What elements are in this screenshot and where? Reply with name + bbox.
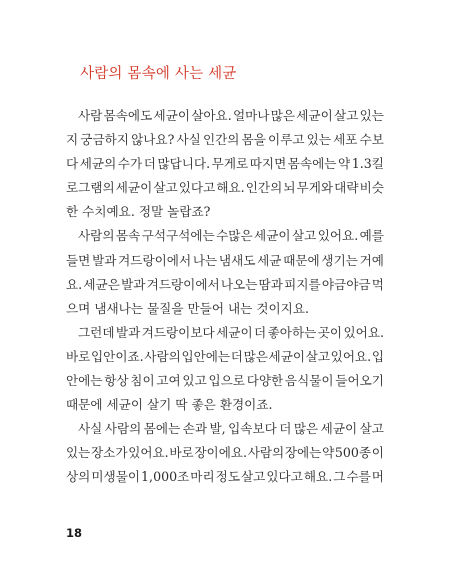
word: 정도 <box>215 469 240 485</box>
word: 약 <box>322 445 335 461</box>
text-line <box>66 345 384 369</box>
word: 고여 <box>156 373 181 389</box>
word: 있고 <box>182 373 207 389</box>
word: 많답니다. <box>157 156 211 172</box>
word: 있어요. <box>330 348 372 364</box>
word: 궁금하지 <box>80 132 129 148</box>
word: 머 <box>371 469 384 485</box>
word: 입으로 <box>208 373 245 389</box>
word: 있는 <box>66 445 91 461</box>
page-number: 18 <box>66 526 83 540</box>
word: 안에는 <box>66 373 103 389</box>
text-line <box>66 152 384 176</box>
word: 지 <box>66 132 79 148</box>
word: 피지를 <box>284 276 321 292</box>
word: 있는 <box>306 132 331 148</box>
word: 있는 <box>359 108 384 123</box>
word: 1,000조 <box>141 469 190 485</box>
word: 세균의 <box>79 156 117 172</box>
text-line <box>66 417 384 441</box>
section-title: 사람의 몸속에 사는 세균 <box>80 66 237 82</box>
word: 생기는 <box>321 252 358 268</box>
word: 더 <box>254 324 267 340</box>
word: 야금야금 <box>321 276 371 292</box>
word: 바로 <box>169 445 194 461</box>
word: 세균이 <box>153 108 190 123</box>
word: 사람의 <box>78 228 115 244</box>
word: 몸속 <box>115 228 141 244</box>
word: 들면 <box>66 252 91 268</box>
word: 입 <box>371 348 384 364</box>
word: 세균이 <box>216 324 253 340</box>
word: 더 <box>143 156 156 172</box>
word: 다양한 <box>246 373 284 389</box>
word: 로그램의 <box>66 180 115 196</box>
word: 세균 <box>257 252 282 268</box>
word: 대략 <box>334 180 359 196</box>
word: 몸에는 <box>143 421 181 437</box>
word: 거예 <box>359 252 384 268</box>
word: 겨드랑이에서 <box>146 276 220 292</box>
word: 때문에 <box>283 252 320 268</box>
word: 사람의 <box>247 445 285 461</box>
text-line <box>66 249 384 273</box>
word: 세포 <box>333 132 358 148</box>
word: 먹 <box>371 276 384 292</box>
word: 세균이 <box>320 421 358 437</box>
word: 항상 <box>104 373 129 389</box>
word: 바로 <box>66 348 91 364</box>
word: 많은 <box>270 108 296 123</box>
word: 들어오기 <box>335 373 384 389</box>
word: 세균은 <box>83 276 120 292</box>
word: 살고 <box>359 421 384 437</box>
word: 침이 <box>130 373 155 389</box>
word: 몸속에도 <box>103 108 153 123</box>
word: 따지면 <box>249 156 287 172</box>
word: 손과 <box>182 421 208 437</box>
word: 살고 <box>305 348 331 364</box>
word: 냄새도 <box>218 252 256 268</box>
word: 다 <box>66 156 79 172</box>
word: 비슷 <box>359 180 384 196</box>
text-line-content: 때문에 세균이 살기 딱 좋은 환경이죠. <box>66 397 273 413</box>
word: 요. <box>66 276 83 292</box>
word: 땀과 <box>258 276 283 292</box>
word: 뇌 <box>283 180 296 196</box>
word: 약 <box>338 156 351 172</box>
word: 인간의 <box>202 132 240 148</box>
text-line <box>66 104 384 128</box>
text-line <box>66 128 384 152</box>
word: 발과 <box>92 252 117 268</box>
word: 세균이 <box>296 108 333 123</box>
word: 구석구석에는 <box>141 228 215 244</box>
word: 나오는 <box>220 276 258 292</box>
word: 마리 <box>190 469 215 485</box>
word: 살고 <box>291 228 317 244</box>
word: 장소가 <box>91 445 128 461</box>
word: 이 <box>371 445 384 461</box>
body-text <box>66 104 384 490</box>
word: 이루고 <box>268 132 305 148</box>
word: 장이에요. <box>194 445 248 461</box>
text-line <box>66 176 384 200</box>
word: 무게와 <box>296 180 334 196</box>
word: 발과 <box>121 276 146 292</box>
text-line <box>66 273 384 297</box>
word: 수많은 <box>216 228 253 244</box>
word: 있다고 <box>178 180 216 196</box>
word: 사람 <box>78 108 103 123</box>
word: 얼마나 <box>232 108 270 123</box>
word: 발, <box>209 421 226 437</box>
word: 발과 <box>115 324 141 340</box>
word: 무게로 <box>211 156 249 172</box>
word: 나는 <box>192 252 218 268</box>
word: 세균이 <box>268 348 306 364</box>
word: 살고 <box>153 180 178 196</box>
word: 상의 <box>66 469 91 485</box>
word: 사실 <box>78 421 103 437</box>
word: 겨드랑이에서 <box>118 252 192 268</box>
text-line <box>66 224 384 248</box>
word: 더 <box>279 421 292 437</box>
word: 해요. <box>216 180 245 196</box>
text-line <box>66 200 384 224</box>
word: 1.3킬 <box>351 156 384 172</box>
word: 수를 <box>346 469 371 485</box>
text-line <box>66 393 384 417</box>
word: 인간의 <box>245 180 283 196</box>
text-line <box>66 369 384 393</box>
word: 음식물이 <box>284 373 334 389</box>
word: 많은 <box>293 421 319 437</box>
word: 있어요. <box>317 228 359 244</box>
word: 몸을 <box>241 132 266 148</box>
word: 몸속에는 <box>287 156 337 172</box>
word: 사람의 <box>144 348 181 364</box>
word: 살고 <box>241 469 266 485</box>
word: 장에는 <box>284 445 322 461</box>
word: 해요. <box>303 469 333 485</box>
word: 있다고 <box>266 469 303 485</box>
word: 그런데 <box>78 324 115 340</box>
word: 세균이 <box>115 180 153 196</box>
word: 사람의 <box>104 421 142 437</box>
text-line <box>66 321 384 345</box>
word: 세균이 <box>254 228 291 244</box>
word: 사실 <box>176 132 201 148</box>
word: 입속보다 <box>228 421 277 437</box>
word: 미생물이 <box>91 469 141 485</box>
text-line <box>66 297 384 321</box>
word: 않나요? <box>131 132 175 148</box>
text-line <box>66 465 384 489</box>
word: 예를 <box>359 228 384 244</box>
word: 겨드랑이보다 <box>141 324 215 340</box>
word: 살고 <box>334 108 359 123</box>
text-line-content: 으며 냄새나는 물질을 만들어 내는 것이지요. <box>66 300 309 316</box>
word: 수가 <box>117 156 143 172</box>
word: 입안에는 <box>181 348 231 364</box>
word: 많은 <box>243 348 268 364</box>
word: 500종 <box>334 445 372 461</box>
word: 곳이 <box>317 324 343 340</box>
word: 더 <box>230 348 243 364</box>
text-line <box>66 441 384 465</box>
word: 살아요. <box>191 108 232 123</box>
word: 있어요. <box>128 445 169 461</box>
word: 수보 <box>359 132 384 148</box>
word: 그 <box>333 469 346 485</box>
text-line-content: 한 수치예요. 정말 놀랍죠? <box>66 204 211 220</box>
word: 입안이죠. <box>90 348 144 364</box>
word: 있어요. <box>343 324 384 340</box>
word: 좋아하는 <box>267 324 317 340</box>
